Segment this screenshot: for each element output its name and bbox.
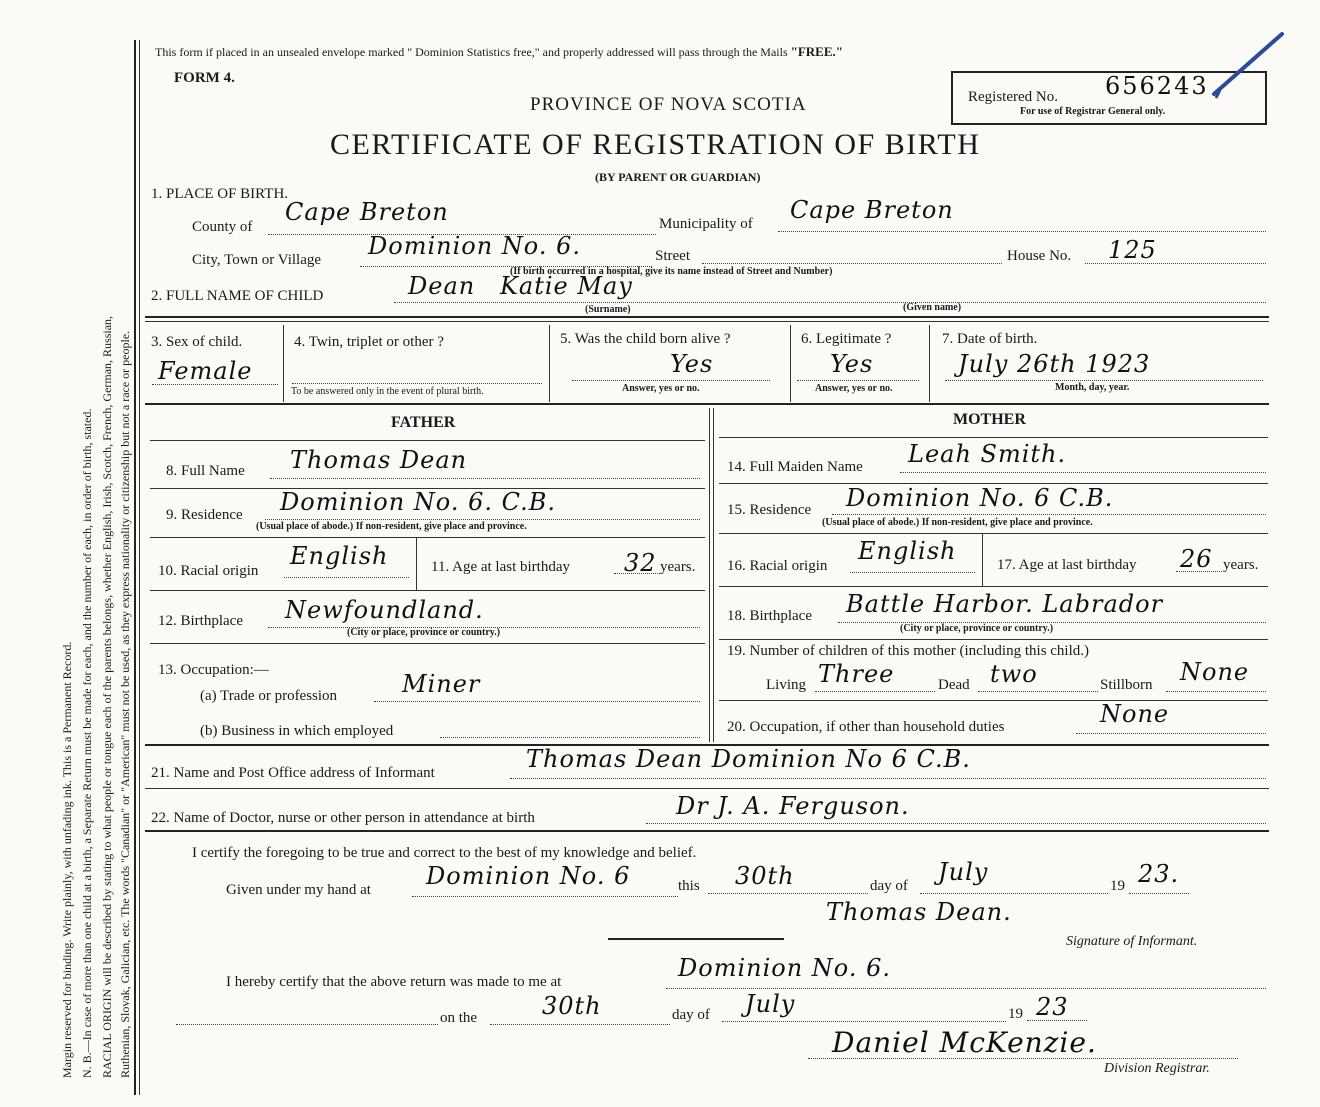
municipality-value: Cape Breton — [790, 196, 954, 224]
municipality-line — [778, 231, 1266, 232]
father-trade-value: Miner — [402, 670, 481, 698]
informant-line — [510, 778, 1266, 779]
informant-signature-label: Signature of Informant. — [1066, 934, 1198, 949]
twin-label: 4. Twin, triplet or other ? — [294, 334, 444, 350]
dob-line — [945, 380, 1263, 381]
cell-divider — [283, 325, 284, 402]
mail-notice — [155, 44, 843, 60]
registration-note: For use of Registrar General only. — [1020, 106, 1166, 117]
father-heading: FATHER — [391, 414, 456, 431]
father-trade-label: (a) Trade or profession — [200, 688, 338, 704]
living-value: Three — [818, 660, 895, 688]
alive-label: 5. Was the child born alive ? — [560, 331, 731, 347]
margin-note-1: Margin reserved for binding. Write plainly, with unfading ink. This is a Permanent Record. — [60, 641, 74, 1078]
registration-label: Registered No. — [968, 89, 1058, 105]
registrar-signature: Daniel McKenzie. — [832, 1026, 1097, 1059]
registration-number: 656243 — [1105, 72, 1209, 100]
rule — [150, 440, 705, 441]
certify-day: 30th — [735, 862, 795, 890]
city-value: Dominion No. 6. — [368, 232, 581, 260]
rule — [719, 639, 1268, 640]
rule — [145, 403, 1269, 405]
rule — [145, 788, 1269, 789]
this-label: this — [678, 878, 700, 894]
mother-birthplace-note: (City or place, province or country.) — [900, 623, 1054, 634]
margin-note-3: RACIAL ORIGIN will be described by stating to what people or tongue each of the parents belongs, whether English, Irish, Scotch, French, German, Russian, — [100, 315, 114, 1078]
form-number: FORM 4. — [174, 70, 235, 86]
rule — [150, 537, 705, 538]
stillborn-value: None — [1180, 658, 1250, 686]
separator — [608, 938, 784, 940]
registrar-on-label: on the — [440, 1010, 478, 1026]
registrar-text: I hereby certify that the above return was made to me at — [226, 974, 562, 990]
county-label: County of — [192, 219, 253, 235]
registrar-signature-line — [808, 1058, 1238, 1059]
registrar-signature-label: Division Registrar. — [1104, 1061, 1210, 1076]
margin-note-2: N. B.—In case of more than one child at a birth, a Separate Return must be made for each, and the number of each, in order of birth, stated. — [80, 408, 94, 1078]
registrar-month: July — [745, 990, 796, 1018]
father-name-label: 8. Full Name — [166, 463, 245, 479]
legitimate-note: Answer, yes or no. — [815, 383, 893, 394]
mother-children-label: 19. Number of children of this mother (including this child.) — [727, 643, 1090, 659]
mother-birthplace-label: 18. Birthplace — [727, 608, 812, 624]
rule — [719, 533, 1268, 534]
mother-race-label: 16. Racial origin — [727, 558, 828, 574]
mother-name-value: Leah Smith. — [908, 440, 1067, 468]
dob-label: 7. Date of birth. — [942, 331, 1038, 347]
parent-divider — [709, 408, 710, 742]
rule — [719, 700, 1268, 701]
father-age-label: 11. Age at last birthday — [431, 559, 570, 575]
cell-divider — [416, 538, 417, 590]
registrar-left-line — [176, 1024, 438, 1025]
mother-age-value: 26 — [1180, 545, 1213, 573]
doctor-label: 22. Name of Doctor, nurse or other person in attendance at birth — [151, 810, 535, 826]
dead-value: two — [990, 660, 1038, 688]
certify-year-prefix: 19 — [1110, 878, 1125, 894]
mother-birthplace-value: Battle Harbor. Labrador — [846, 590, 1164, 618]
father-name-line — [270, 478, 700, 479]
father-residence-note: (Usual place of abode.) If non-resident, give place and province. — [256, 521, 527, 532]
registrar-year: 23 — [1036, 993, 1069, 1021]
registrar-place-line — [666, 988, 1266, 989]
child-surname-value: Dean — [408, 272, 476, 300]
margin-note-4: Ruthenian, Slovak, Galician, etc. The words "Canadian" or "American" must not be used, as they express nationality or citizenship but not a race or people. — [118, 330, 132, 1078]
certify-text: I certify the foregoing to be true and correct to the best of my knowledge and belief. — [192, 845, 697, 861]
alive-value: Yes — [670, 350, 714, 378]
father-occupation-label: 13. Occupation:— — [158, 662, 269, 678]
certify-month-line — [920, 893, 1108, 894]
place-heading: 1. PLACE OF BIRTH. — [151, 186, 289, 202]
father-residence-value: Dominion No. 6. C.B. — [280, 488, 557, 516]
father-race-line — [284, 577, 409, 578]
father-race-label: 10. Racial origin — [158, 563, 259, 579]
doctor-value: Dr J. A. Ferguson. — [676, 792, 910, 820]
certify-year-line — [1129, 893, 1189, 894]
margin-line — [134, 40, 136, 1095]
legitimate-label: 6. Legitimate ? — [801, 331, 892, 347]
parent-divider-inner — [713, 408, 714, 742]
registrar-month-line — [722, 1021, 1006, 1022]
mother-occupation-line — [1076, 733, 1266, 734]
stillborn-line — [1166, 691, 1266, 692]
page-title: CERTIFICATE OF REGISTRATION OF BIRTH — [330, 128, 981, 161]
hospital-note: (If birth occurred in a hospital, give its name instead of Street and Number) — [510, 266, 833, 277]
father-birthplace-note: (City or place, province or country.) — [347, 627, 501, 638]
alive-line — [572, 380, 770, 381]
municipality-label: Municipality of — [659, 216, 753, 232]
father-trade-line — [374, 701, 700, 702]
registrar-place: Dominion No. 6. — [678, 954, 891, 982]
mother-race-line — [850, 572, 975, 573]
stillborn-label: Stillborn — [1100, 677, 1153, 693]
given-note: (Given name) — [903, 302, 962, 313]
rule — [719, 437, 1268, 438]
mother-residence-label: 15. Residence — [727, 502, 812, 518]
province-heading: PROVINCE OF NOVA SCOTIA — [530, 94, 807, 115]
father-name-value: Thomas Dean — [290, 446, 468, 474]
twin-line — [292, 383, 542, 384]
father-business-line — [440, 737, 700, 738]
registrar-day-line — [490, 1024, 670, 1025]
mother-race-value: English — [858, 537, 957, 565]
dob-note: Month, day, year. — [1055, 382, 1130, 393]
mother-age-label: 17. Age at last birthday — [997, 557, 1137, 573]
registrar-dayof-label: day of — [672, 1007, 710, 1023]
cell-divider — [982, 534, 983, 586]
father-race-value: English — [290, 542, 389, 570]
sex-value: Female — [158, 357, 253, 385]
father-residence-label: 9. Residence — [166, 507, 243, 523]
father-residence-line — [265, 519, 700, 520]
alive-note: Answer, yes or no. — [622, 383, 700, 394]
mother-name-label: 14. Full Maiden Name — [727, 459, 863, 475]
rule — [145, 321, 1269, 322]
city-label: City, Town or Village — [192, 252, 322, 268]
mother-occupation-label: 20. Occupation, if other than household duties — [727, 719, 1005, 735]
this-day-line — [708, 893, 868, 894]
mail-notice-text: This form if placed in an unsealed envelope marked " Dominion Statistics free," and properly addressed will pass through the Mails — [155, 45, 788, 59]
county-value: Cape Breton — [285, 198, 449, 226]
house-value: 125 — [1108, 236, 1157, 264]
dob-value: July 26th 1923 — [958, 350, 1151, 378]
legitimate-line — [797, 380, 919, 381]
dead-label: Dead — [938, 677, 970, 693]
father-age-value: 32 — [624, 549, 657, 577]
page-subtitle: (BY PARENT OR GUARDIAN) — [595, 170, 761, 184]
registrar-year-prefix: 19 — [1008, 1006, 1023, 1022]
registrar-day: 30th — [542, 992, 602, 1020]
father-birthplace-label: 12. Birthplace — [158, 613, 243, 629]
rule — [150, 643, 705, 644]
legitimate-value: Yes — [830, 350, 874, 378]
street-line — [702, 263, 1002, 264]
informant-value: Thomas Dean Dominion No 6 C.B. — [526, 745, 971, 773]
mother-residence-line — [832, 514, 1266, 515]
sex-label: 3. Sex of child. — [151, 334, 243, 350]
certify-dayof-label: day of — [870, 878, 908, 894]
twin-note: To be answered only in the event of plural birth. — [291, 386, 484, 397]
given-line — [412, 896, 678, 897]
rule — [145, 316, 1269, 318]
given-place: Dominion No. 6 — [426, 862, 631, 890]
mother-residence-note: (Usual place of abode.) If non-resident, give place and province. — [822, 517, 1093, 528]
mother-residence-value: Dominion No. 6 C.B. — [846, 484, 1114, 512]
father-age-unit: years. — [660, 559, 696, 575]
dead-line — [978, 691, 1098, 692]
living-label: Living — [766, 677, 806, 693]
mother-occupation-value: None — [1100, 700, 1170, 728]
certify-year: 23. — [1138, 860, 1180, 888]
informant-signature: Thomas Dean. — [826, 898, 1012, 926]
father-birthplace-value: Newfoundland. — [285, 596, 484, 624]
living-line — [815, 691, 935, 692]
margin-line-inner — [139, 40, 140, 1095]
surname-note: (Surname) — [585, 304, 631, 315]
cell-divider — [929, 325, 930, 402]
father-business-label: (b) Business in which employed — [200, 723, 394, 739]
mother-age-unit: years. — [1223, 557, 1259, 573]
rule — [145, 830, 1269, 832]
cell-divider — [549, 325, 550, 402]
rule — [150, 590, 705, 591]
child-given-value: Katie May — [500, 272, 633, 300]
cell-divider — [790, 325, 791, 402]
informant-label: 21. Name and Post Office address of Informant — [151, 765, 435, 781]
mother-name-line — [900, 472, 1266, 473]
house-label: House No. — [1007, 248, 1072, 264]
street-label: Street — [655, 248, 690, 264]
rule — [719, 586, 1268, 587]
certify-month: July — [938, 858, 989, 886]
checkmark-icon — [1210, 28, 1290, 103]
child-name-label: 2. FULL NAME OF CHILD — [151, 288, 324, 304]
child-name-line — [394, 302, 1266, 303]
given-label: Given under my hand at — [226, 882, 371, 898]
doctor-line — [646, 823, 1266, 824]
mother-heading: MOTHER — [953, 411, 1026, 428]
mail-notice-free: "FREE." — [790, 44, 843, 59]
